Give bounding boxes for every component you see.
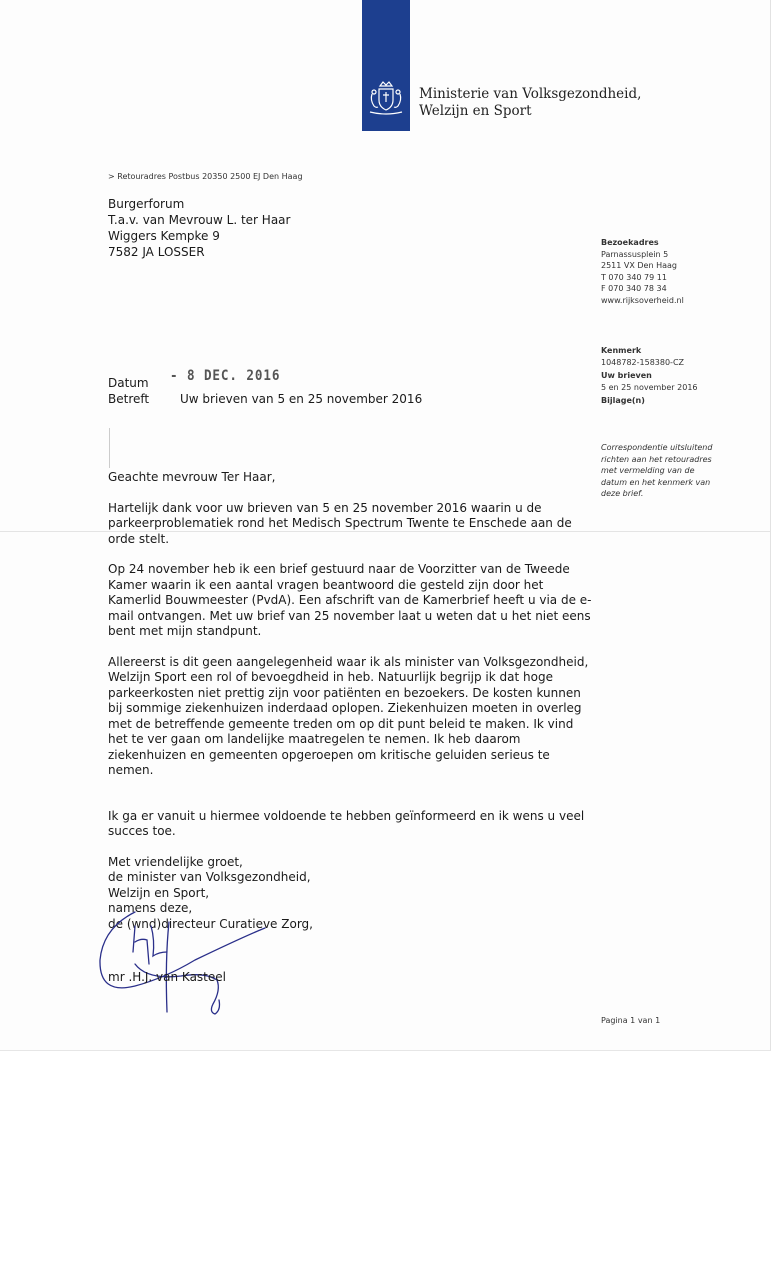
kenmerk-label: Kenmerk — [601, 346, 642, 355]
recipient-address — [108, 196, 290, 260]
closing-line: de (wnd)directeur Curatieve Zorg, — [108, 916, 313, 931]
datum-label: Datum — [108, 376, 149, 390]
recipient-line: T.a.v. van Mevrouw L. ter Haar — [108, 213, 291, 227]
betreft-value: Uw brieven van 5 en 25 november 2016 — [180, 392, 423, 406]
paragraph: Op 24 november heb ik een brief gestuurd naar de Voorzitter van de Tweede Kamer waarin ik een aantal vragen beantwoord die gesteld zijn door het Kamerlid Bouwmeester (PvdA). Een afschrift van de Kamerbrief heeft u via de e-mail ontvangen. Met uw brief van 25 november laat u weten dat u het niet eens bent met mijn standpunt. — [108, 562, 592, 638]
handwritten-signature — [95, 900, 275, 1025]
page-number: Pagina 1 van 1 — [601, 1016, 661, 1025]
closing-line: namens deze, — [108, 901, 193, 915]
visit-address — [601, 237, 684, 306]
reference-block — [601, 345, 698, 407]
closing-line: Met vriendelijke groet, — [108, 854, 243, 869]
kenmerk-value: 1048782-158380-CZ — [601, 357, 685, 367]
letter-body — [108, 470, 593, 932]
recipient-line: 7582 JA LOSSER — [108, 245, 205, 259]
correspondence-note — [601, 442, 712, 500]
visit-address-phone: T 070 340 79 11 — [601, 272, 667, 282]
recipient-line: Wiggers Kempke 9 — [108, 229, 220, 243]
government-logo-bar — [362, 0, 410, 131]
ministry-name-line2: Welzijn en Sport — [419, 103, 532, 119]
closing-line: de minister van Volksgezondheid, — [108, 870, 311, 884]
bijlage-label: Bijlage(n) — [601, 396, 645, 405]
betreft-label: Betreft — [108, 392, 150, 406]
correspondence-note-line: datum en het kenmerk van — [601, 477, 711, 487]
correspondence-note-line: richten aan het retouradres — [601, 454, 712, 464]
scan-mark — [109, 428, 110, 468]
paragraph: Ik ga er vanuit u hiermee voldoende te hebben geïnformeerd en ik wens u veel succes toe. — [108, 808, 585, 838]
signatory-name: mr .H.J. van Kasteel — [108, 970, 226, 984]
ministry-name-line1: Ministerie van Volksgezondheid, — [419, 86, 642, 102]
correspondence-note-line: Correspondentie uitsluitend — [601, 443, 713, 452]
uw-brieven-value: 5 en 25 november 2016 — [601, 382, 698, 392]
ministry-name — [419, 86, 641, 120]
paragraph: Hartelijk dank voor uw brieven van 5 en 25 november 2016 waarin u de parkeerproblematiek rond het Medisch Spectrum Twente te Enschede aan de orde stelt. — [108, 500, 572, 546]
recipient-line: Burgerforum — [108, 197, 185, 211]
visit-address-web: www.rijksoverheid.nl — [601, 295, 684, 305]
date-stamp: - 8 DEC. 2016 — [170, 368, 281, 384]
closing-line: Welzijn en Sport, — [108, 885, 210, 900]
visit-address-city: 2511 VX Den Haag — [601, 261, 677, 270]
salutation: Geachte mevrouw Ter Haar, — [108, 470, 276, 484]
coat-of-arms-icon — [366, 80, 406, 118]
paragraph: Allereerst is dit geen aangelegenheid waar ik als minister van Volksgezondheid, Welzijn Sport een rol of bevoegdheid in heb. Natuurlijk begrijp ik dat hoge parkeerkosten niet prettig zijn voor patiënten en bezoekers. De kosten kunnen bij sommige ziekenhuizen inderdaad oplopen. Ziekenhuizen moeten in overleg met de betreffende gemeente treden om op dit punt beleid te maken. Ik vind het te ver gaan om landelijke maatregelen te nemen. Ik heb daarom ziekenhuizen en gemeenten opgeroepen om kritische geluiden serieus te nemen. — [108, 654, 589, 777]
visit-address-street: Parnassusplein 5 — [601, 249, 669, 259]
visit-address-fax: F 070 340 78 34 — [601, 284, 667, 293]
return-address: > Retouradres Postbus 20350 2500 EJ Den Haag — [108, 172, 303, 181]
visit-address-heading: Bezoekadres — [601, 238, 659, 247]
uw-brieven-label: Uw brieven — [601, 371, 652, 380]
correspondence-note-line: met vermelding van de — [601, 466, 695, 475]
correspondence-note-line: deze brief. — [601, 489, 644, 498]
